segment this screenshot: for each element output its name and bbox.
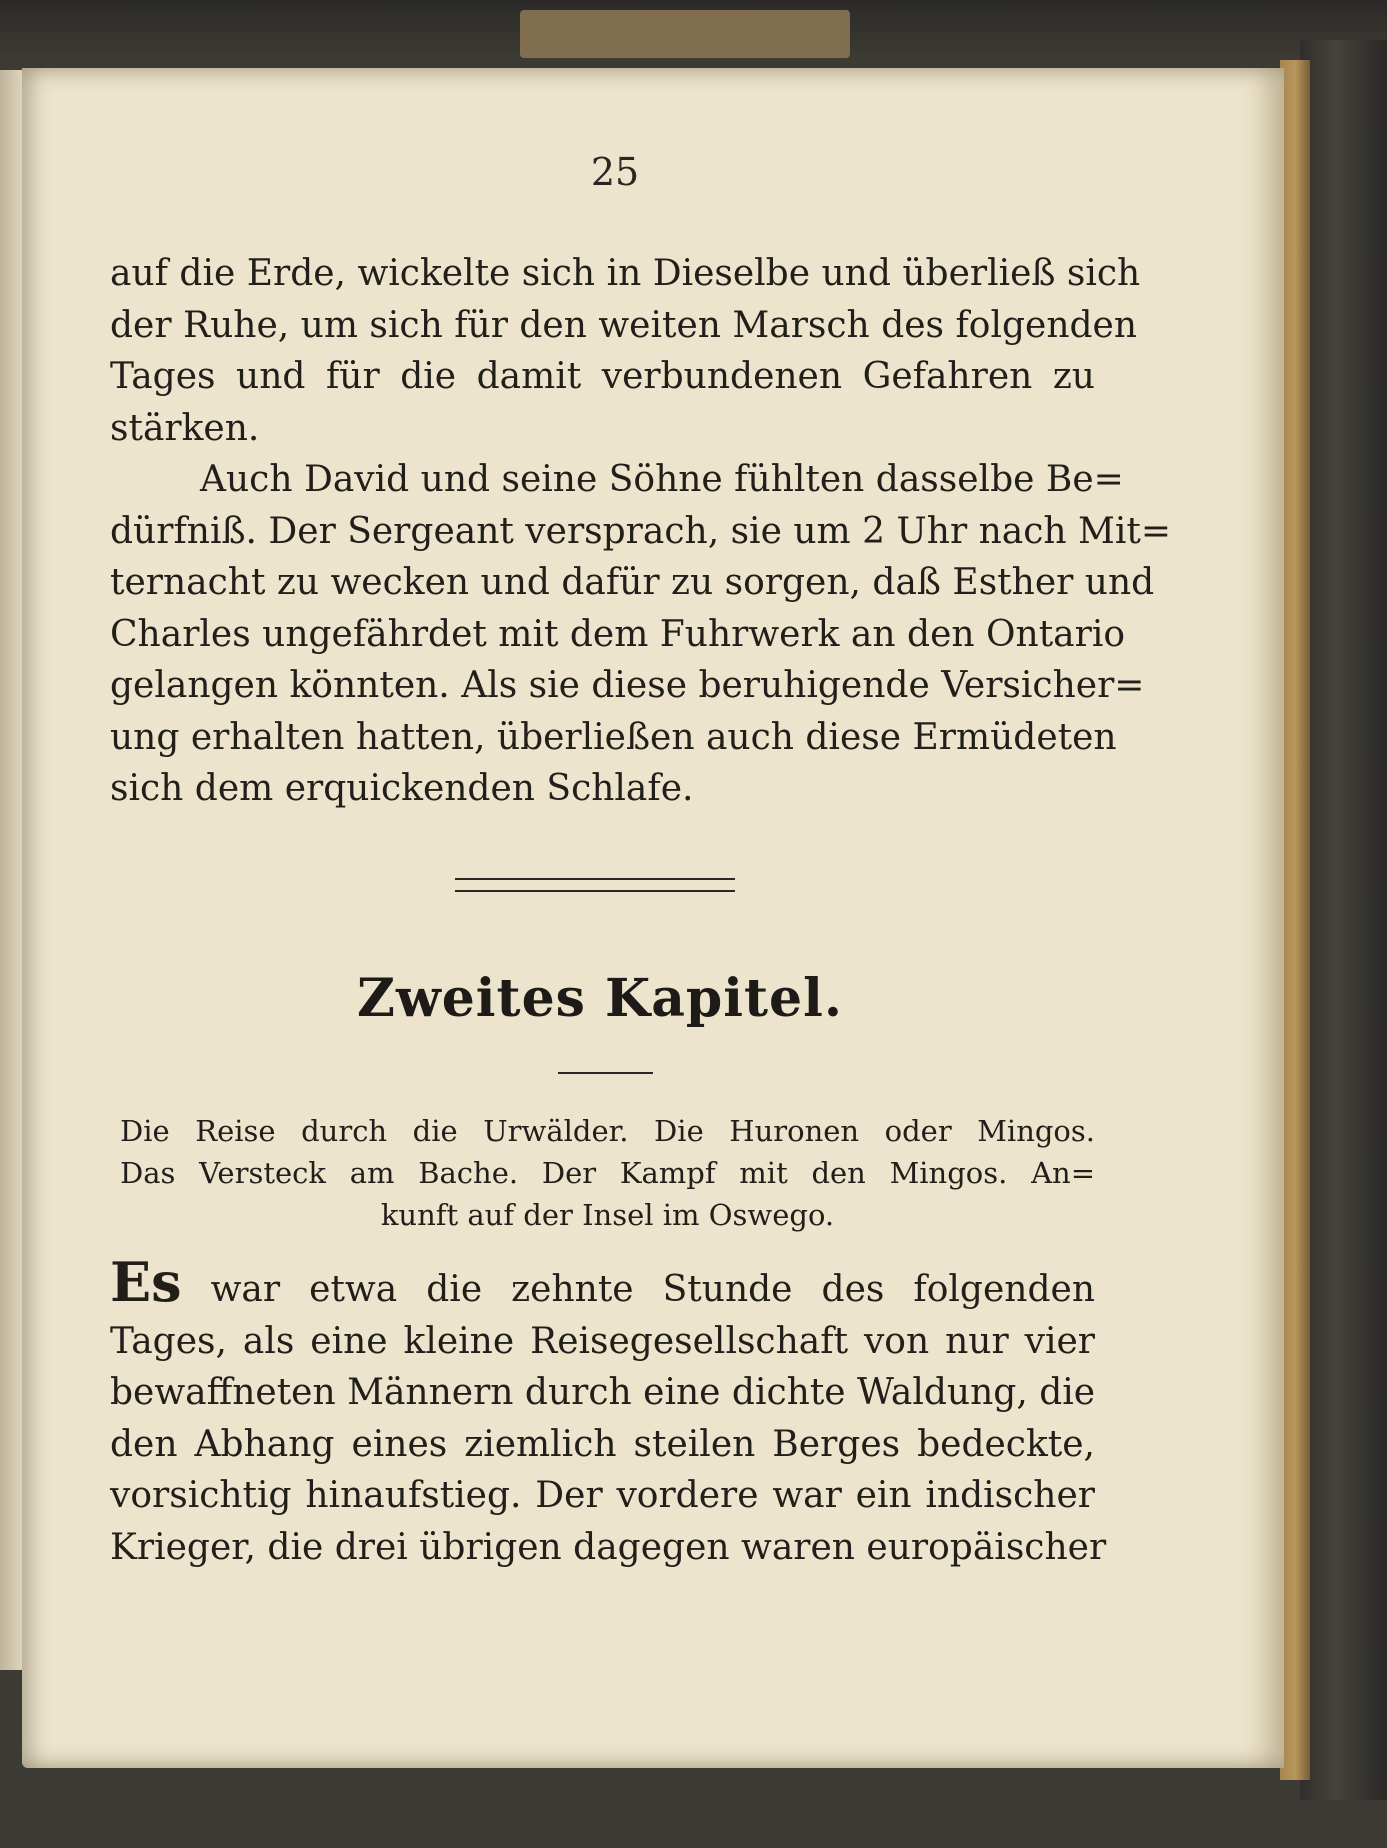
summary-line: Das Versteck am Bache. Der Kampf mit den Mingos. An= <box>120 1156 1095 1190</box>
chapter-summary <box>120 1110 1095 1236</box>
text-line: vorsichtig hinaufstieg. Der vordere war ein indischer <box>110 1475 1095 1516</box>
drop-cap: Es <box>110 1250 182 1314</box>
text-line: ung erhalten hatten, überließen auch diese Ermüdeten <box>110 716 1117 758</box>
text-line: der Ruhe, um sich für den weiten Marsch des folgenden <box>110 304 1138 346</box>
text-line: gelangen könnten. Als sie diese beruhigende Versicher= <box>110 665 1145 706</box>
page-number: 25 <box>590 150 640 194</box>
text-line: ternacht zu wecken und dafür zu sorgen, daß Esther und <box>110 562 1155 603</box>
text-line: Tages und für die damit verbundenen Gefahren zu <box>110 356 1095 397</box>
text-line: dürfniß. Der Sergeant versprach, sie um 2 Uhr nach Mit= <box>110 510 1172 552</box>
summary-line: Die Reise durch die Urwälder. Die Huronen oder Mingos. <box>120 1114 1095 1148</box>
first-line-text: war etwa die zehnte Stunde des folgenden <box>181 1269 1095 1310</box>
title-rule <box>558 1072 653 1074</box>
section-divider <box>455 878 735 892</box>
text-line: den Abhang eines ziemlich steilen Berges bedeckte, <box>110 1423 1095 1465</box>
facing-page-edge <box>0 70 22 1670</box>
binding-tape <box>520 10 850 58</box>
summary-line: kunft auf der Insel im Oswego. <box>380 1198 835 1232</box>
text-line: auf die Erde, wickelte sich in Dieselbe und überließ sich <box>110 253 1141 294</box>
paragraph-continued <box>110 248 1141 454</box>
text-line: Auch David und seine Söhne fühlten dasselbe Be= <box>200 459 1124 500</box>
chapter-title: Zweites Kapitel. <box>356 968 843 1029</box>
text-line: Krieger, die drei übrigen dagegen waren europäischer <box>110 1526 1107 1568</box>
paragraph-chapter-start <box>110 1250 1107 1573</box>
paragraph-david <box>110 454 1172 815</box>
book-cover <box>1300 40 1387 1800</box>
text-line: bewaffneten Männern durch eine dichte Waldung, die <box>110 1372 1096 1413</box>
text-line: Tages, als eine kleine Reisegesellschaft von nur vier <box>110 1320 1095 1362</box>
page-block-edge <box>1280 60 1310 1780</box>
text-line: stärken. <box>110 407 260 449</box>
text-line: sich dem erquickenden Schlafe. <box>110 768 694 809</box>
text-line <box>110 1250 1095 1316</box>
text-line: Charles ungefährdet mit dem Fuhrwerk an den Ontario <box>110 613 1126 655</box>
